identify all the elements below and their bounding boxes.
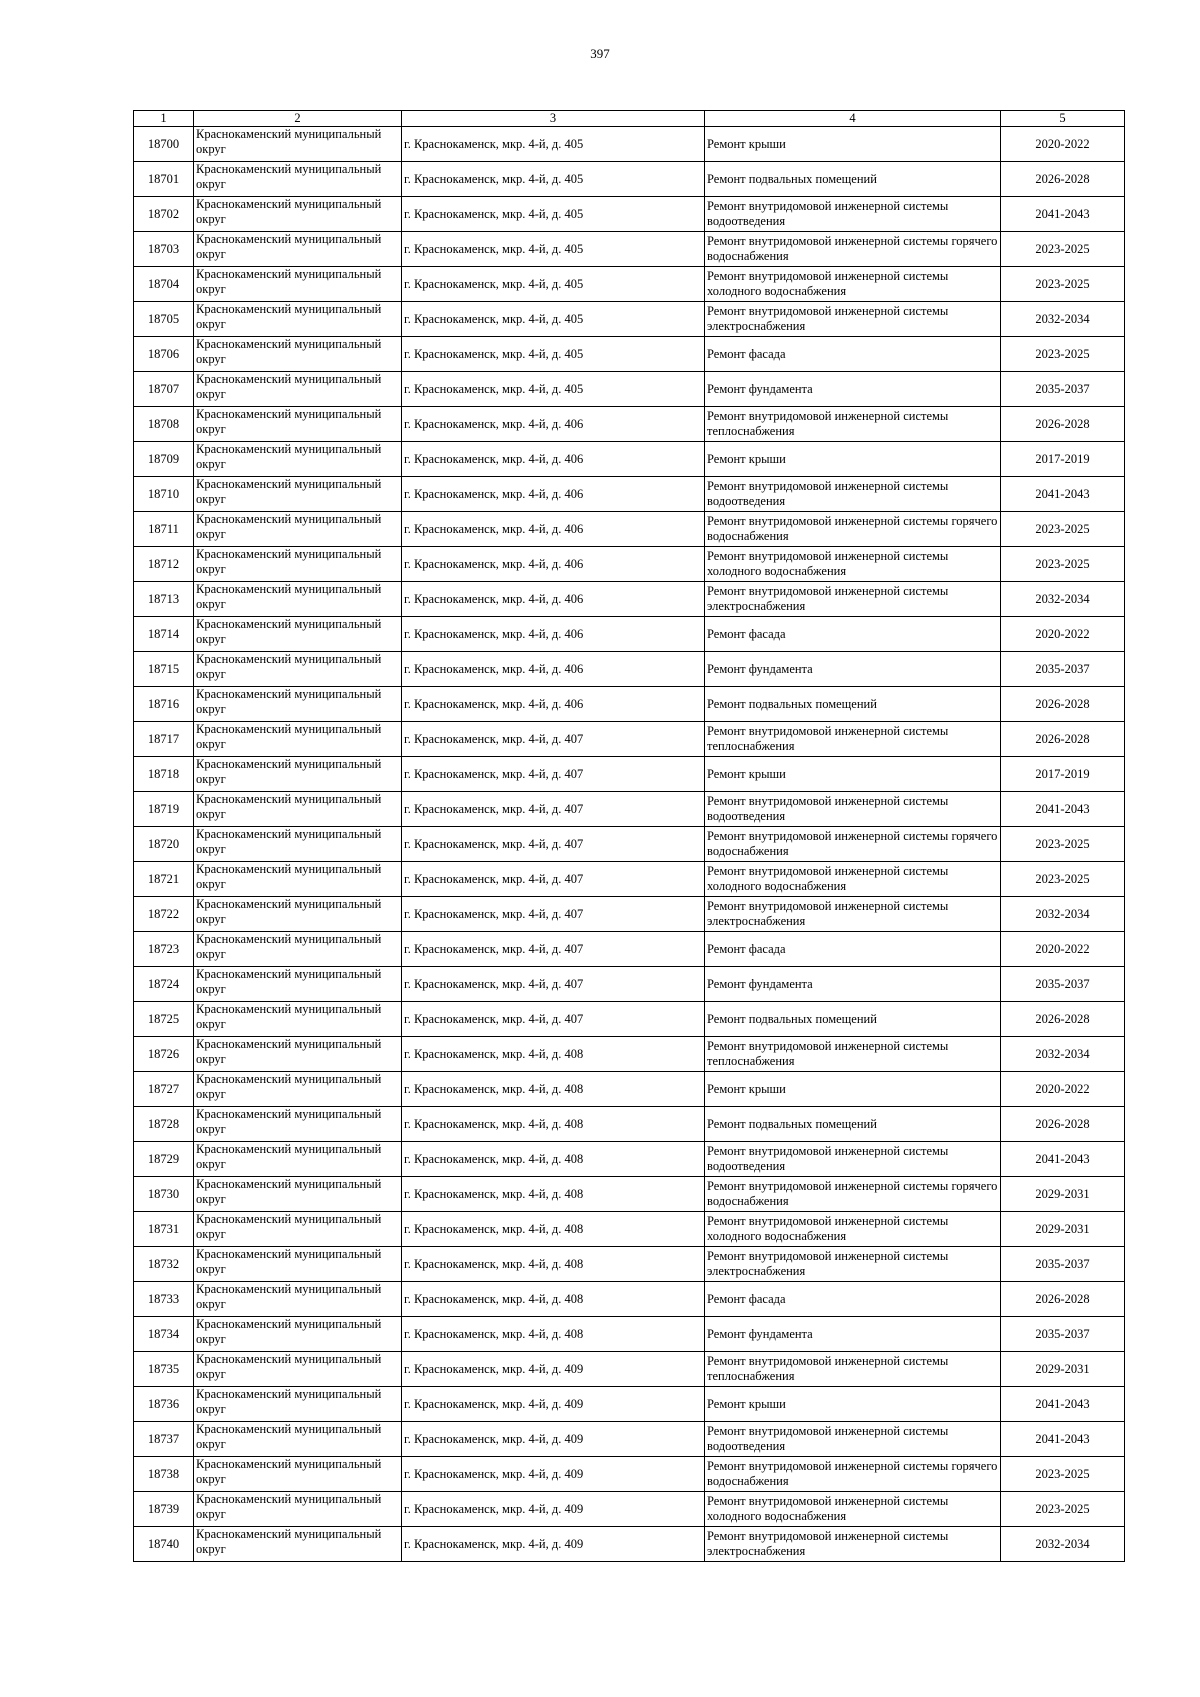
municipality-cell: Краснокаменский муниципальный округ [194, 1282, 402, 1317]
work-type-cell: Ремонт внутридомовой инженерной системы электроснабжения [705, 582, 1001, 617]
row-number-cell: 18701 [134, 162, 194, 197]
period-cell: 2017-2019 [1001, 757, 1125, 792]
table-row [134, 512, 1125, 547]
table-row [134, 407, 1125, 442]
row-number-cell: 18736 [134, 1387, 194, 1422]
address-cell: г. Краснокаменск, мкр. 4-й, д. 406 [402, 442, 705, 477]
period-cell: 2026-2028 [1001, 1282, 1125, 1317]
period-cell: 2023-2025 [1001, 862, 1125, 897]
table-row [134, 302, 1125, 337]
period-cell: 2035-2037 [1001, 372, 1125, 407]
row-number-cell: 18719 [134, 792, 194, 827]
work-type-cell: Ремонт фасада [705, 932, 1001, 967]
address-cell: г. Краснокаменск, мкр. 4-й, д. 405 [402, 337, 705, 372]
municipality-cell: Краснокаменский муниципальный округ [194, 1107, 402, 1142]
municipality-cell: Краснокаменский муниципальный округ [194, 1352, 402, 1387]
work-type-cell: Ремонт фасада [705, 1282, 1001, 1317]
row-number-cell: 18728 [134, 1107, 194, 1142]
address-cell: г. Краснокаменск, мкр. 4-й, д. 405 [402, 162, 705, 197]
column-header-4: 4 [705, 111, 1001, 127]
row-number-cell: 18723 [134, 932, 194, 967]
address-cell: г. Краснокаменск, мкр. 4-й, д. 409 [402, 1422, 705, 1457]
municipality-cell: Краснокаменский муниципальный округ [194, 547, 402, 582]
period-cell: 2029-2031 [1001, 1177, 1125, 1212]
row-number-cell: 18718 [134, 757, 194, 792]
period-cell: 2041-2043 [1001, 477, 1125, 512]
address-cell: г. Краснокаменск, мкр. 4-й, д. 405 [402, 127, 705, 162]
municipality-cell: Краснокаменский муниципальный округ [194, 1247, 402, 1282]
work-type-cell: Ремонт внутридомовой инженерной системы горячего водоснабжения [705, 1177, 1001, 1212]
municipality-cell: Краснокаменский муниципальный округ [194, 162, 402, 197]
municipality-cell: Краснокаменский муниципальный округ [194, 267, 402, 302]
period-cell: 2023-2025 [1001, 1492, 1125, 1527]
address-cell: г. Краснокаменск, мкр. 4-й, д. 406 [402, 547, 705, 582]
table-row [134, 372, 1125, 407]
row-number-cell: 18737 [134, 1422, 194, 1457]
address-cell: г. Краснокаменск, мкр. 4-й, д. 408 [402, 1037, 705, 1072]
address-cell: г. Краснокаменск, мкр. 4-й, д. 408 [402, 1177, 705, 1212]
row-number-cell: 18705 [134, 302, 194, 337]
municipality-cell: Краснокаменский муниципальный округ [194, 372, 402, 407]
address-cell: г. Краснокаменск, мкр. 4-й, д. 408 [402, 1072, 705, 1107]
address-cell: г. Краснокаменск, мкр. 4-й, д. 405 [402, 267, 705, 302]
address-cell: г. Краснокаменск, мкр. 4-й, д. 406 [402, 477, 705, 512]
row-number-cell: 18734 [134, 1317, 194, 1352]
work-type-cell: Ремонт внутридомовой инженерной системы водоотведения [705, 197, 1001, 232]
period-cell: 2023-2025 [1001, 512, 1125, 547]
municipality-cell: Краснокаменский муниципальный округ [194, 302, 402, 337]
period-cell: 2020-2022 [1001, 127, 1125, 162]
address-cell: г. Краснокаменск, мкр. 4-й, д. 408 [402, 1107, 705, 1142]
table-row [134, 827, 1125, 862]
period-cell: 2035-2037 [1001, 1247, 1125, 1282]
address-cell: г. Краснокаменск, мкр. 4-й, д. 408 [402, 1247, 705, 1282]
period-cell: 2032-2034 [1001, 1527, 1125, 1562]
table-row [134, 652, 1125, 687]
table-row [134, 232, 1125, 267]
row-number-cell: 18710 [134, 477, 194, 512]
address-cell: г. Краснокаменск, мкр. 4-й, д. 407 [402, 897, 705, 932]
table-row [134, 582, 1125, 617]
work-type-cell: Ремонт внутридомовой инженерной системы холодного водоснабжения [705, 1492, 1001, 1527]
municipality-cell: Краснокаменский муниципальный округ [194, 1457, 402, 1492]
period-cell: 2023-2025 [1001, 827, 1125, 862]
work-type-cell: Ремонт фундамента [705, 967, 1001, 1002]
table-row [134, 687, 1125, 722]
row-number-cell: 18708 [134, 407, 194, 442]
work-type-cell: Ремонт внутридомовой инженерной системы холодного водоснабжения [705, 862, 1001, 897]
work-type-cell: Ремонт внутридомовой инженерной системы теплоснабжения [705, 1352, 1001, 1387]
municipality-cell: Краснокаменский муниципальный округ [194, 1317, 402, 1352]
address-cell: г. Краснокаменск, мкр. 4-й, д. 406 [402, 407, 705, 442]
period-cell: 2020-2022 [1001, 932, 1125, 967]
municipality-cell: Краснокаменский муниципальный округ [194, 232, 402, 267]
work-type-cell: Ремонт фундамента [705, 1317, 1001, 1352]
period-cell: 2041-2043 [1001, 197, 1125, 232]
table-row [134, 1002, 1125, 1037]
address-cell: г. Краснокаменск, мкр. 4-й, д. 408 [402, 1317, 705, 1352]
row-number-cell: 18714 [134, 617, 194, 652]
table-row [134, 1492, 1125, 1527]
address-cell: г. Краснокаменск, мкр. 4-й, д. 409 [402, 1527, 705, 1562]
row-number-cell: 18703 [134, 232, 194, 267]
table-row [134, 442, 1125, 477]
row-number-cell: 18729 [134, 1142, 194, 1177]
column-header-2: 2 [194, 111, 402, 127]
municipality-cell: Краснокаменский муниципальный округ [194, 197, 402, 232]
municipality-cell: Краснокаменский муниципальный округ [194, 1212, 402, 1247]
table-row [134, 197, 1125, 232]
table-row [134, 337, 1125, 372]
row-number-cell: 18717 [134, 722, 194, 757]
work-type-cell: Ремонт внутридомовой инженерной системы холодного водоснабжения [705, 1212, 1001, 1247]
work-type-cell: Ремонт подвальных помещений [705, 687, 1001, 722]
table-row [134, 1457, 1125, 1492]
table-row [134, 1387, 1125, 1422]
table-row [134, 1282, 1125, 1317]
work-type-cell: Ремонт внутридомовой инженерной системы электроснабжения [705, 1247, 1001, 1282]
municipality-cell: Краснокаменский муниципальный округ [194, 722, 402, 757]
table-row [134, 1142, 1125, 1177]
address-cell: г. Краснокаменск, мкр. 4-й, д. 405 [402, 197, 705, 232]
address-cell: г. Краснокаменск, мкр. 4-й, д. 408 [402, 1282, 705, 1317]
work-type-cell: Ремонт внутридомовой инженерной системы водоотведения [705, 1142, 1001, 1177]
address-cell: г. Краснокаменск, мкр. 4-й, д. 406 [402, 582, 705, 617]
table-row [134, 547, 1125, 582]
period-cell: 2029-2031 [1001, 1352, 1125, 1387]
work-type-cell: Ремонт подвальных помещений [705, 1107, 1001, 1142]
work-type-cell: Ремонт внутридомовой инженерной системы горячего водоснабжения [705, 512, 1001, 547]
row-number-cell: 18740 [134, 1527, 194, 1562]
row-number-cell: 18724 [134, 967, 194, 1002]
address-cell: г. Краснокаменск, мкр. 4-й, д. 406 [402, 617, 705, 652]
row-number-cell: 18732 [134, 1247, 194, 1282]
table-row [134, 477, 1125, 512]
table-row [134, 862, 1125, 897]
row-number-cell: 18720 [134, 827, 194, 862]
row-number-cell: 18700 [134, 127, 194, 162]
period-cell: 2032-2034 [1001, 302, 1125, 337]
work-type-cell: Ремонт фундамента [705, 652, 1001, 687]
municipality-cell: Краснокаменский муниципальный округ [194, 617, 402, 652]
table-row [134, 1422, 1125, 1457]
work-type-cell: Ремонт внутридомовой инженерной системы горячего водоснабжения [705, 827, 1001, 862]
municipality-cell: Краснокаменский муниципальный округ [194, 582, 402, 617]
table-row [134, 1247, 1125, 1282]
period-cell: 2026-2028 [1001, 407, 1125, 442]
address-cell: г. Краснокаменск, мкр. 4-й, д. 407 [402, 792, 705, 827]
municipality-cell: Краснокаменский муниципальный округ [194, 1002, 402, 1037]
municipality-cell: Краснокаменский муниципальный округ [194, 1177, 402, 1212]
row-number-cell: 18738 [134, 1457, 194, 1492]
municipality-cell: Краснокаменский муниципальный округ [194, 827, 402, 862]
period-cell: 2041-2043 [1001, 1387, 1125, 1422]
municipality-cell: Краснокаменский муниципальный округ [194, 757, 402, 792]
address-cell: г. Краснокаменск, мкр. 4-й, д. 408 [402, 1142, 705, 1177]
period-cell: 2023-2025 [1001, 232, 1125, 267]
address-cell: г. Краснокаменск, мкр. 4-й, д. 409 [402, 1492, 705, 1527]
table-row [134, 897, 1125, 932]
period-cell: 2041-2043 [1001, 792, 1125, 827]
address-cell: г. Краснокаменск, мкр. 4-й, д. 407 [402, 967, 705, 1002]
municipality-cell: Краснокаменский муниципальный округ [194, 127, 402, 162]
row-number-cell: 18722 [134, 897, 194, 932]
table-header [134, 111, 1125, 127]
row-number-cell: 18716 [134, 687, 194, 722]
municipality-cell: Краснокаменский муниципальный округ [194, 792, 402, 827]
work-type-cell: Ремонт внутридомовой инженерной системы теплоснабжения [705, 407, 1001, 442]
period-cell: 2026-2028 [1001, 1107, 1125, 1142]
row-number-cell: 18726 [134, 1037, 194, 1072]
work-type-cell: Ремонт подвальных помещений [705, 1002, 1001, 1037]
period-cell: 2026-2028 [1001, 162, 1125, 197]
work-type-cell: Ремонт крыши [705, 757, 1001, 792]
work-type-cell: Ремонт внутридомовой инженерной системы теплоснабжения [705, 1037, 1001, 1072]
work-type-cell: Ремонт внутридомовой инженерной системы холодного водоснабжения [705, 547, 1001, 582]
table-row [134, 267, 1125, 302]
period-cell: 2032-2034 [1001, 897, 1125, 932]
table-row [134, 1352, 1125, 1387]
municipality-cell: Краснокаменский муниципальный округ [194, 1387, 402, 1422]
municipality-cell: Краснокаменский муниципальный округ [194, 967, 402, 1002]
table-row [134, 757, 1125, 792]
address-cell: г. Краснокаменск, мкр. 4-й, д. 407 [402, 1002, 705, 1037]
address-cell: г. Краснокаменск, мкр. 4-й, д. 408 [402, 1212, 705, 1247]
column-header-1: 1 [134, 111, 194, 127]
period-cell: 2020-2022 [1001, 1072, 1125, 1107]
header-row [134, 111, 1125, 127]
address-cell: г. Краснокаменск, мкр. 4-й, д. 409 [402, 1457, 705, 1492]
address-cell: г. Краснокаменск, мкр. 4-й, д. 407 [402, 722, 705, 757]
work-type-cell: Ремонт фасада [705, 617, 1001, 652]
row-number-cell: 18706 [134, 337, 194, 372]
work-type-cell: Ремонт фундамента [705, 372, 1001, 407]
period-cell: 2041-2043 [1001, 1142, 1125, 1177]
municipality-cell: Краснокаменский муниципальный округ [194, 512, 402, 547]
period-cell: 2029-2031 [1001, 1212, 1125, 1247]
period-cell: 2026-2028 [1001, 687, 1125, 722]
row-number-cell: 18715 [134, 652, 194, 687]
page-number: 397 [590, 46, 610, 61]
work-type-cell: Ремонт подвальных помещений [705, 162, 1001, 197]
work-type-cell: Ремонт внутридомовой инженерной системы горячего водоснабжения [705, 232, 1001, 267]
row-number-cell: 18702 [134, 197, 194, 232]
work-type-cell: Ремонт внутридомовой инженерной системы электроснабжения [705, 1527, 1001, 1562]
municipality-cell: Краснокаменский муниципальный округ [194, 862, 402, 897]
municipality-cell: Краснокаменский муниципальный округ [194, 1142, 402, 1177]
work-type-cell: Ремонт внутридомовой инженерной системы электроснабжения [705, 302, 1001, 337]
period-cell: 2020-2022 [1001, 617, 1125, 652]
period-cell: 2035-2037 [1001, 1317, 1125, 1352]
table-row [134, 1037, 1125, 1072]
municipality-cell: Краснокаменский муниципальный округ [194, 1527, 402, 1562]
address-cell: г. Краснокаменск, мкр. 4-й, д. 407 [402, 827, 705, 862]
period-cell: 2032-2034 [1001, 1037, 1125, 1072]
municipality-cell: Краснокаменский муниципальный округ [194, 1037, 402, 1072]
work-type-cell: Ремонт внутридомовой инженерной системы водоотведения [705, 792, 1001, 827]
table-body [134, 127, 1125, 1562]
address-cell: г. Краснокаменск, мкр. 4-й, д. 406 [402, 687, 705, 722]
work-type-cell: Ремонт внутридомовой инженерной системы водоотведения [705, 477, 1001, 512]
municipality-cell: Краснокаменский муниципальный округ [194, 442, 402, 477]
municipality-cell: Краснокаменский муниципальный округ [194, 477, 402, 512]
table-row [134, 127, 1125, 162]
row-number-cell: 18730 [134, 1177, 194, 1212]
work-type-cell: Ремонт внутридомовой инженерной системы холодного водоснабжения [705, 267, 1001, 302]
row-number-cell: 18725 [134, 1002, 194, 1037]
period-cell: 2023-2025 [1001, 267, 1125, 302]
row-number-cell: 18721 [134, 862, 194, 897]
municipality-cell: Краснокаменский муниципальный округ [194, 897, 402, 932]
work-type-cell: Ремонт крыши [705, 442, 1001, 477]
work-type-cell: Ремонт внутридомовой инженерной системы электроснабжения [705, 897, 1001, 932]
address-cell: г. Краснокаменск, мкр. 4-й, д. 407 [402, 757, 705, 792]
table-row [134, 1177, 1125, 1212]
table-row [134, 1317, 1125, 1352]
address-cell: г. Краснокаменск, мкр. 4-й, д. 405 [402, 232, 705, 267]
row-number-cell: 18735 [134, 1352, 194, 1387]
row-number-cell: 18713 [134, 582, 194, 617]
row-number-cell: 18727 [134, 1072, 194, 1107]
municipality-cell: Краснокаменский муниципальный округ [194, 337, 402, 372]
work-type-cell: Ремонт внутридомовой инженерной системы горячего водоснабжения [705, 1457, 1001, 1492]
address-cell: г. Краснокаменск, мкр. 4-й, д. 407 [402, 862, 705, 897]
table-row [134, 162, 1125, 197]
work-type-cell: Ремонт крыши [705, 1387, 1001, 1422]
table-row [134, 1212, 1125, 1247]
row-number-cell: 18733 [134, 1282, 194, 1317]
address-cell: г. Краснокаменск, мкр. 4-й, д. 406 [402, 652, 705, 687]
column-header-5: 5 [1001, 111, 1125, 127]
period-cell: 2023-2025 [1001, 337, 1125, 372]
table-row [134, 967, 1125, 1002]
row-number-cell: 18739 [134, 1492, 194, 1527]
address-cell: г. Краснокаменск, мкр. 4-й, д. 405 [402, 302, 705, 337]
period-cell: 2026-2028 [1001, 722, 1125, 757]
table-row [134, 1527, 1125, 1562]
row-number-cell: 18731 [134, 1212, 194, 1247]
address-cell: г. Краснокаменск, мкр. 4-й, д. 409 [402, 1352, 705, 1387]
work-type-cell: Ремонт крыши [705, 1072, 1001, 1107]
repair-schedule-table [133, 110, 1125, 1562]
row-number-cell: 18707 [134, 372, 194, 407]
period-cell: 2023-2025 [1001, 547, 1125, 582]
period-cell: 2032-2034 [1001, 582, 1125, 617]
period-cell: 2041-2043 [1001, 1422, 1125, 1457]
table-row [134, 722, 1125, 757]
table-row [134, 932, 1125, 967]
period-cell: 2017-2019 [1001, 442, 1125, 477]
municipality-cell: Краснокаменский муниципальный округ [194, 652, 402, 687]
work-type-cell: Ремонт внутридомовой инженерной системы теплоснабжения [705, 722, 1001, 757]
table-row [134, 617, 1125, 652]
municipality-cell: Краснокаменский муниципальный округ [194, 1072, 402, 1107]
row-number-cell: 18704 [134, 267, 194, 302]
municipality-cell: Краснокаменский муниципальный округ [194, 1422, 402, 1457]
address-cell: г. Краснокаменск, мкр. 4-й, д. 407 [402, 932, 705, 967]
municipality-cell: Краснокаменский муниципальный округ [194, 932, 402, 967]
municipality-cell: Краснокаменский муниципальный округ [194, 687, 402, 722]
period-cell: 2026-2028 [1001, 1002, 1125, 1037]
table-row [134, 792, 1125, 827]
address-cell: г. Краснокаменск, мкр. 4-й, д. 409 [402, 1387, 705, 1422]
work-type-cell: Ремонт внутридомовой инженерной системы водоотведения [705, 1422, 1001, 1457]
municipality-cell: Краснокаменский муниципальный округ [194, 1492, 402, 1527]
row-number-cell: 18711 [134, 512, 194, 547]
period-cell: 2035-2037 [1001, 967, 1125, 1002]
table-row [134, 1107, 1125, 1142]
work-type-cell: Ремонт крыши [705, 127, 1001, 162]
period-cell: 2035-2037 [1001, 652, 1125, 687]
column-header-3: 3 [402, 111, 705, 127]
row-number-cell: 18709 [134, 442, 194, 477]
period-cell: 2023-2025 [1001, 1457, 1125, 1492]
table-row [134, 1072, 1125, 1107]
work-type-cell: Ремонт фасада [705, 337, 1001, 372]
address-cell: г. Краснокаменск, мкр. 4-й, д. 406 [402, 512, 705, 547]
address-cell: г. Краснокаменск, мкр. 4-й, д. 405 [402, 372, 705, 407]
municipality-cell: Краснокаменский муниципальный округ [194, 407, 402, 442]
row-number-cell: 18712 [134, 547, 194, 582]
